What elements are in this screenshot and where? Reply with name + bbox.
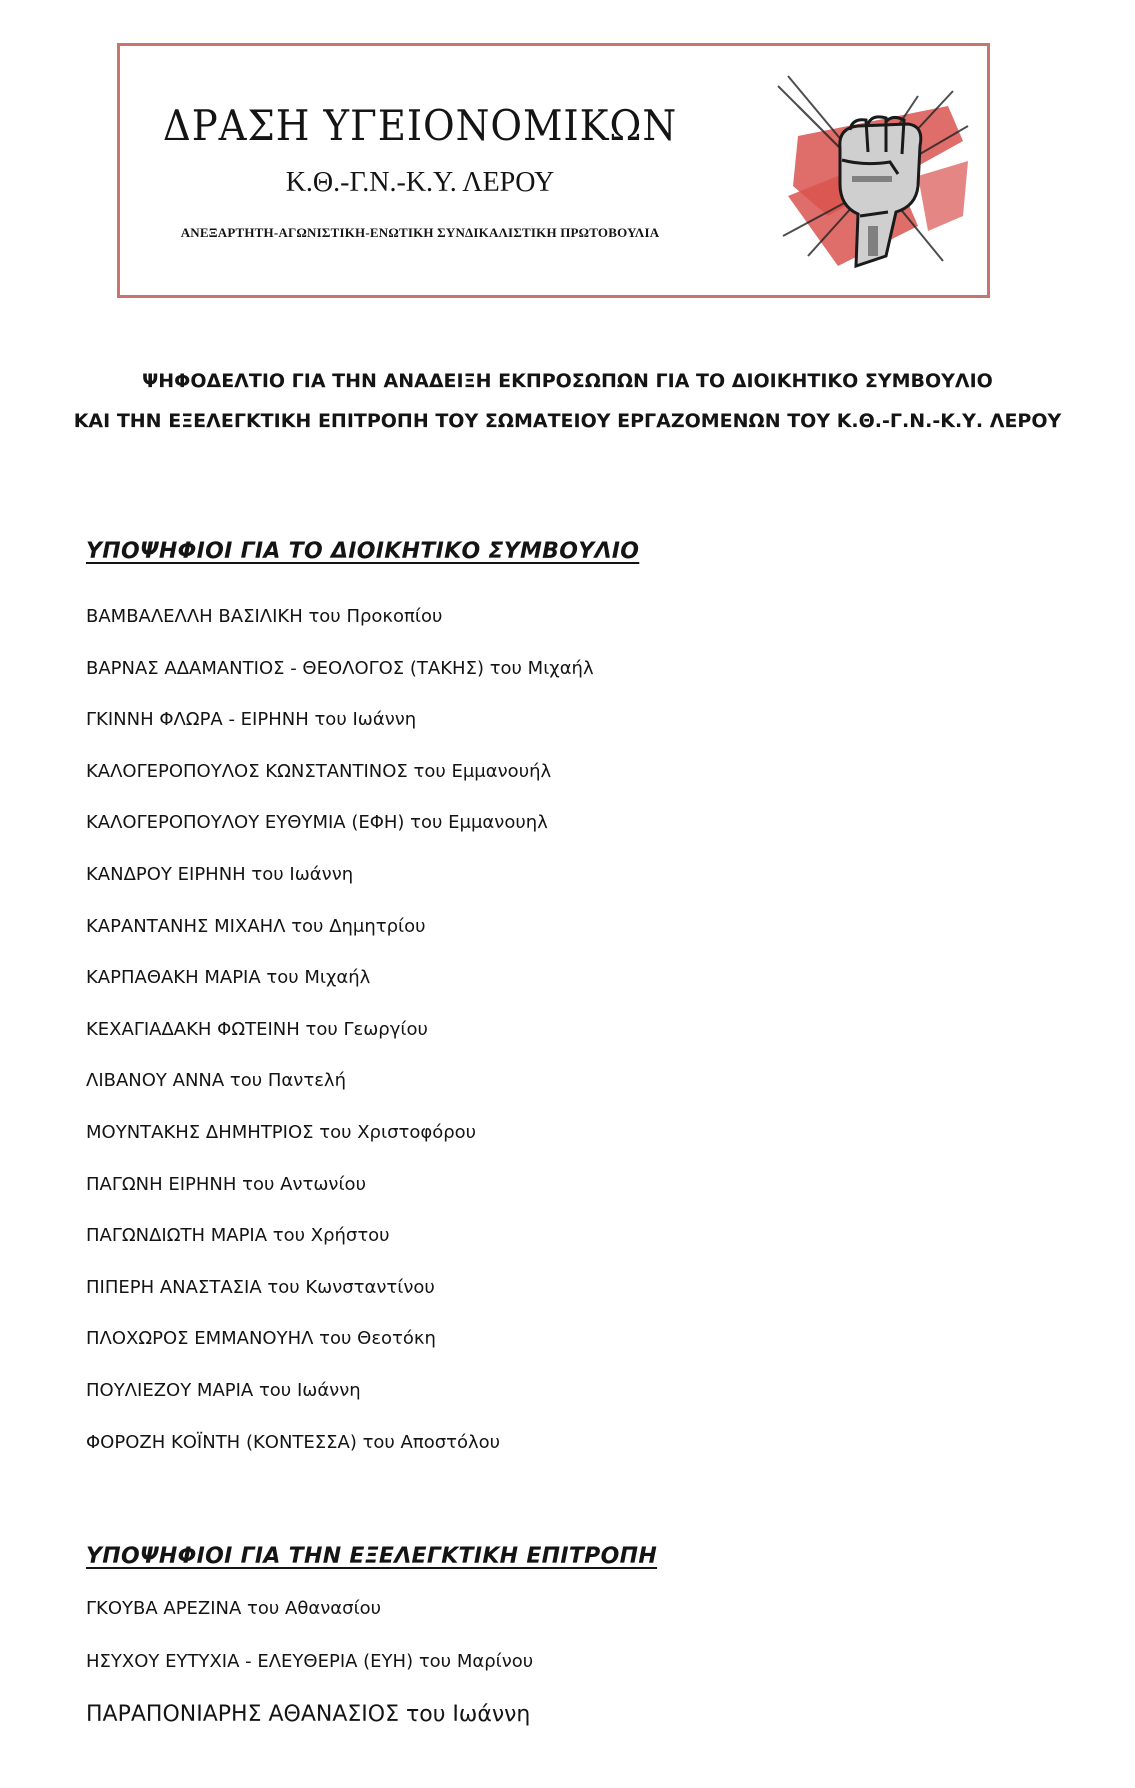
audit-candidate: ΗΣΥΧΟΥ ΕΥΤΥΧΙΑ - ΕΛΕΥΘΕΡΙΑ (ΕΥΗ) του Μαρίνου (86, 1651, 534, 1672)
board-candidate: ΠΛΟΧΩΡΟΣ ΕΜΜΑΝΟΥΗΛ του Θεοτόκη (86, 1328, 436, 1349)
board-candidate: ΚΕΧΑΓΙΑΔΑΚΗ ΦΩΤΕΙΝΗ του Γεωργίου (86, 1019, 428, 1040)
board-candidate: ΓΚΙΝΝΗ ΦΛΩΡΑ - ΕΙΡΗΝΗ του Ιωάννη (86, 709, 417, 730)
ballot-heading-line-1: ΨΗΦΟΔΕΛΤΙΟ ΓΙΑ ΤΗΝ ΑΝΑΔΕΙΞΗ ΕΚΠΡΟΣΩΠΩΝ ΓΙΑ ΤΟ ΔΙΟΙΚΗΤΙΚΟ ΣΥΜΒΟΥΛΙΟ (142, 370, 993, 392)
ballot-heading-line-2: ΚΑΙ ΤΗΝ ΕΞΕΛΕΓΚΤΙΚΗ ΕΠΙΤΡΟΠΗ ΤΟΥ ΣΩΜΑΤΕΙΟΥ ΕΡΓΑΖΟΜΕΝΩΝ ΤΟΥ Κ.Θ.-Γ.Ν.-Κ.Υ. ΛΕΡΟΥ (73, 410, 1062, 432)
board-candidate: ΚΑΛΟΓΕΡΟΠΟΥΛΟΣ ΚΩΝΣΤΑΝΤΙΝΟΣ του Εμμανουήλ (86, 761, 552, 782)
organization-tagline: ΑΝΕΞΑΡΤΗΤΗ-ΑΓΩΝΙΣΤΙΚΗ-ΕΝΩΤΙΚΗ ΣΥΝΔΙΚΑΛΙΣΤΙΚΗ ΠΡΩΤΟΒΟΥΛΙΑ (180, 225, 660, 240)
board-candidate: ΚΑΡΑΝΤΑΝΗΣ ΜΙΧΑΗΛ του Δημητρίου (86, 916, 426, 937)
board-candidate: ΚΑΡΠΑΘΑΚΗ ΜΑΡΙΑ του Μιχαήλ (86, 967, 371, 988)
header-box (117, 43, 990, 298)
board-candidate: ΦΟΡΟΖΗ ΚΟΪΝΤΗ (ΚΟΝΤΕΣΣΑ) του Αποστόλου (86, 1432, 501, 1453)
board-candidate: ΠΟΥΛΙΕΖΟΥ ΜΑΡΙΑ του Ιωάννη (86, 1380, 361, 1401)
board-candidate: ΚΑΛΟΓΕΡΟΠΟΥΛΟΥ ΕΥΘΥΜΙΑ (ΕΦΗ) του Εμμανουηλ (86, 812, 548, 833)
board-candidate: ΒΑΜΒΑΛΕΛΛΗ ΒΑΣΙΛΙΚΗ του Προκοπίου (86, 606, 443, 627)
raised-fist-icon (768, 66, 976, 281)
board-candidate: ΚΑΝΔΡΟΥ ΕΙΡΗΝΗ του Ιωάννη (86, 864, 354, 885)
board-section-title: ΥΠΟΨΗΦΙΟΙ ΓΙΑ ΤΟ ΔΙΟΙΚΗΤΙΚΟ ΣΥΜΒΟΥΛΙΟ (86, 539, 640, 564)
audit-candidate: ΓΚΟΥΒΑ ΑΡΕΖΙΝΑ του Αθανασίου (86, 1598, 382, 1619)
organization-subtitle: Κ.Θ.-Γ.Ν.-Κ.Υ. ΛΕΡΟΥ (285, 167, 555, 198)
board-candidate: ΜΟΥΝΤΑΚΗΣ ΔΗΜΗΤΡΙΟΣ του Χριστοφόρου (86, 1122, 477, 1143)
audit-section-title: ΥΠΟΨΗΦΙΟΙ ΓΙΑ ΤΗΝ ΕΞΕΛΕΓΚΤΙΚΗ ΕΠΙΤΡΟΠΗ (86, 1544, 658, 1569)
audit-candidate: ΠΑΡΑΠΟΝΙΑΡΗΣ ΑΘΑΝΑΣΙΟΣ του Ιωάννη (86, 1702, 531, 1727)
board-candidate: ΠΙΠΕΡΗ ΑΝΑΣΤΑΣΙΑ του Κωνσταντίνου (86, 1277, 435, 1298)
board-candidate: ΠΑΓΩΝΗ ΕΙΡΗΝΗ του Αντωνίου (86, 1174, 366, 1195)
board-candidate: ΠΑΓΩΝΔΙΩΤΗ ΜΑΡΙΑ του Χρήστου (86, 1225, 390, 1246)
board-candidate: ΛΙΒΑΝΟΥ ΑΝΝΑ του Παντελή (86, 1070, 346, 1091)
board-candidate: ΒΑΡΝΑΣ ΑΔΑΜΑΝΤΙΟΣ - ΘΕΟΛΟΓΟΣ (ΤΑΚΗΣ) του Μιχαήλ (86, 658, 594, 679)
organization-title: ΔΡΑΣΗ ΥΓΕΙΟΝΟΜΙΚΩΝ (162, 101, 678, 150)
